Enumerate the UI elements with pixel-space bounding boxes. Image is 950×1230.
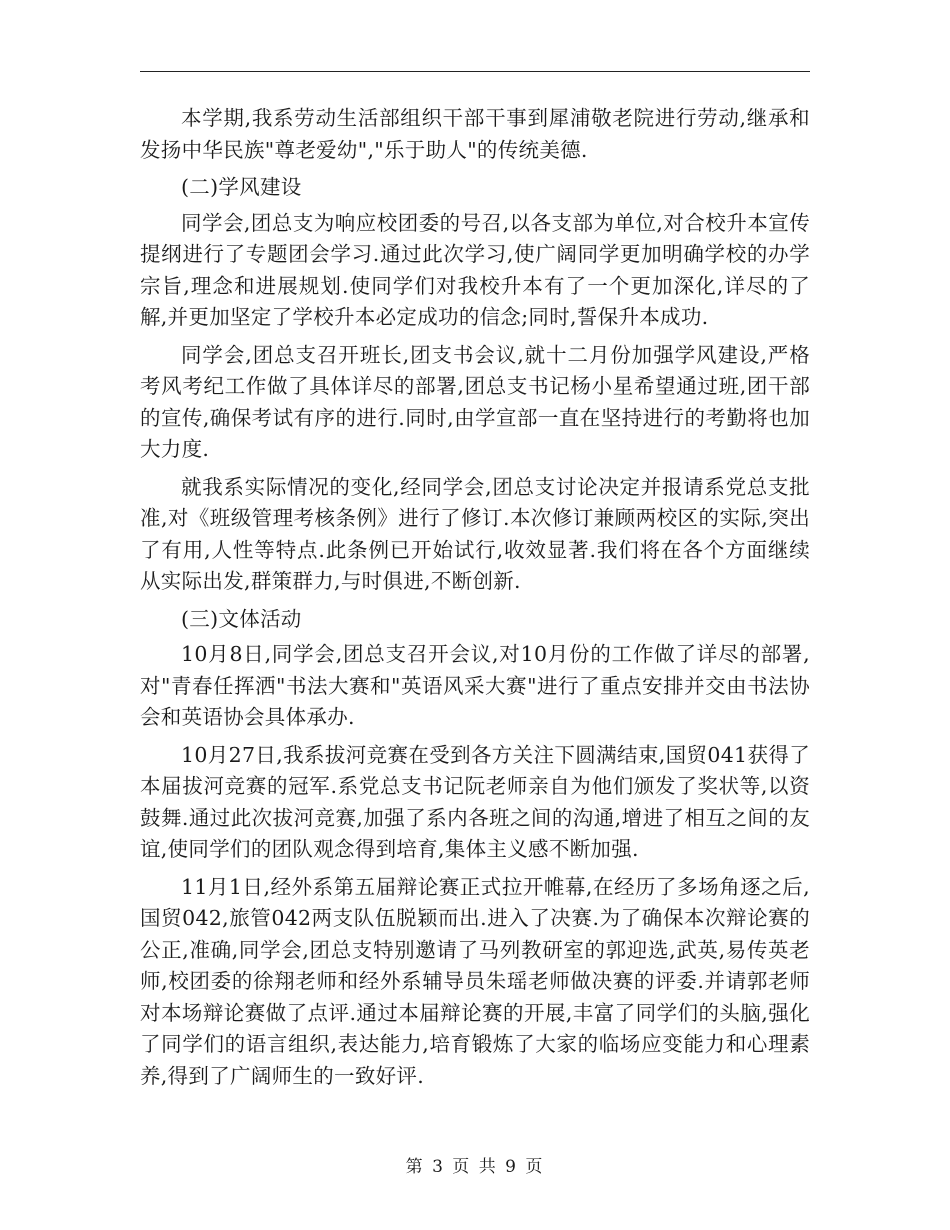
document-body [140, 103, 810, 1098]
paragraph-study-1: 同学会,团总支为响应校团委的号召,以各支部为单位,对合校升本宣传提纲进行了专题团会学习.通过此次学习,使广阔同学更加明确学校的办学宗旨,理念和进展规划.使同学们对我校升本有了一个更加深化,详尽的了解,并更加坚定了学校升本必定成功的信念;同时,誓保升本成功. [140, 210, 810, 329]
paragraph-study-2: 同学会,团总支召开班长,团支书会议,就十二月份加强学风建设,严格考风考纪工作做了具体详尽的部署,团总支书记杨小星希望通过班,团干部的宣传,确保考试有序的进行.同时,由学宣部一直在坚持进行的考勤将也加大力度. [140, 342, 810, 461]
paragraph-activity-nov1: 11月1日,经外系第五届辩论赛正式拉开帷幕,在经历了多场角逐之后,国贸042,旅管042两支队伍脱颖而出.进入了决赛.为了确保本次辩论赛的公正,准确,同学会,团总支特别邀请了马列教研室的郭迎选,武英,易传英老师,校团委的徐翔老师和经外系辅导员朱瑶老师做决赛的评委.并请郭老师对本场辩论赛做了点评.通过本届辩论赛的开展,丰富了同学们的头脑,强化了同学们的语言组织,表达能力,培育锻炼了大家的临场应变能力和心理素养,得到了广阔师生的一致好评. [140, 874, 810, 1088]
section-heading-activities: (三)文体活动 [181, 606, 302, 631]
paragraph-activity-oct8: 10月8日,同学会,团总支召开会议,对10月份的工作做了详尽的部署,对"青春任挥洒"书法大赛和"英语风采大赛"进行了重点安排并交由书法协会和英语协会具体承办. [140, 642, 810, 729]
page-number-footer: 第 3 页 共 9 页 [405, 1157, 545, 1177]
section-heading-study-style: (二)学风建设 [181, 175, 302, 199]
paragraph-activity-oct27: 10月27日,我系拔河竞赛在受到各方关注下圆满结束,国贸041获得了本届拔河竞赛的冠军.系党总支书记阮老师亲自为他们颁发了奖状等,以资鼓舞.通过此次拔河竞赛,加强了系内各班之间的沟通,增进了相互之间的友谊,使同学们的团队观念得到培育,集体主义感不断加强. [140, 742, 810, 861]
header-rule [140, 71, 810, 72]
paragraph-study-3: 就我系实际情况的变化,经同学会,团总支讨论决定并报请系党总支批准,对《班级管理考核条例》进行了修订.本次修订兼顾两校区的实际,突出了有用,人性等特点.此条例已开始试行,收效显著.我们将在各个方面继续从实际出发,群策群力,与时俱进,不断创新. [140, 474, 810, 593]
paragraph-labor: 本学期,我系劳动生活部组织干部干事到犀浦敬老院进行劳动,继承和发扬中华民族"尊老爱幼","乐于助人"的传统美德. [140, 106, 810, 162]
